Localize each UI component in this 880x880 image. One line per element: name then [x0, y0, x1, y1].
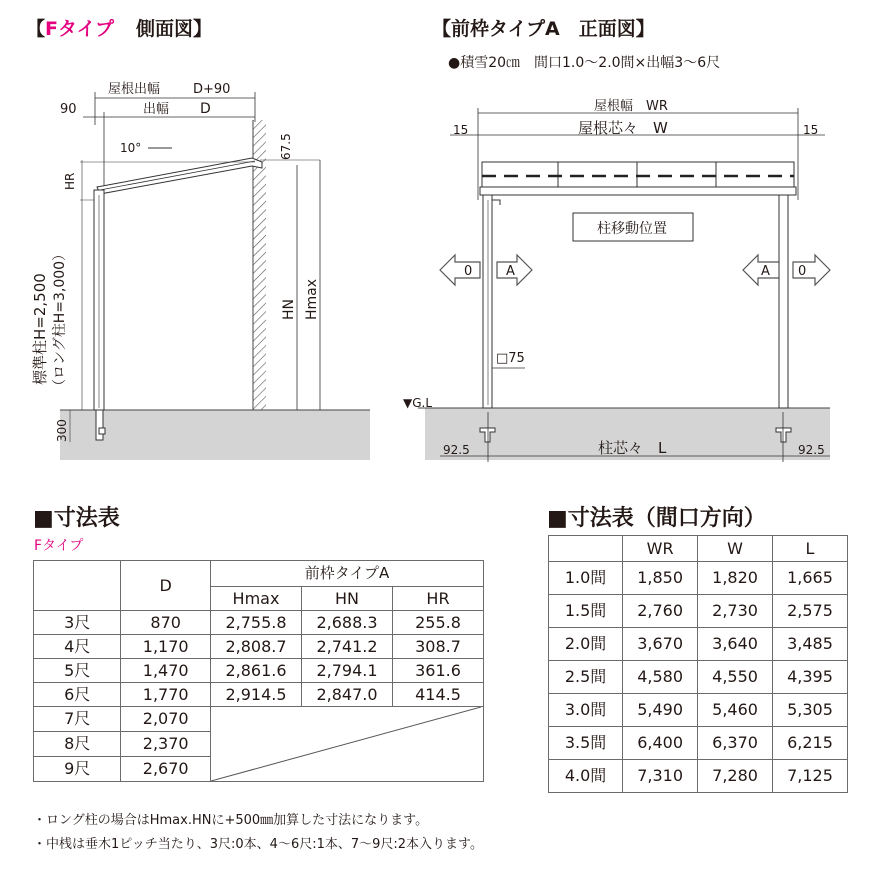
text-HR: HR	[63, 172, 77, 190]
text-A-right: A	[761, 264, 770, 279]
row-hr: 361.6	[392, 659, 483, 683]
row-hr: 255.8	[392, 611, 483, 635]
table-row	[549, 595, 848, 628]
row-size: 7尺	[34, 707, 121, 732]
text-15-left: 15	[453, 123, 469, 137]
table1-title: ■寸法表	[33, 506, 120, 531]
text-depth: 出幅	[143, 102, 170, 117]
table1-col-hmax: Hmax	[211, 587, 302, 611]
row-wr: 1,850	[623, 562, 698, 595]
row-w: 7,280	[698, 760, 773, 793]
row-size: 8尺	[34, 732, 121, 757]
text-925-right: 92.5	[798, 443, 825, 457]
table-row	[549, 727, 848, 760]
table-row	[34, 635, 484, 659]
row-hn: 2,847.0	[301, 683, 392, 707]
front-view-title: 【前枠タイプA 正面図】	[432, 18, 655, 40]
text-roof-width: 屋根幅 WR	[594, 99, 668, 114]
arrow-left-out	[440, 255, 480, 285]
row-d: 1,770	[121, 683, 211, 707]
text-gl: ▼G.L	[403, 396, 433, 410]
row-l: 7,125	[773, 760, 848, 793]
text-angle: 10°	[120, 141, 142, 155]
row-hr: 308.7	[392, 635, 483, 659]
side-roof-inner	[100, 161, 255, 190]
row-hmax: 2,861.6	[211, 659, 302, 683]
table2-title: ■寸法表（間口方向）	[547, 506, 766, 531]
row-w: 4,550	[698, 661, 773, 694]
row-l: 4,395	[773, 661, 848, 694]
table-row	[549, 628, 848, 661]
text-0-left: 0	[464, 264, 473, 279]
text-move: 柱移動位置	[597, 221, 667, 237]
text-post-std: 標準柱H=2,500	[31, 273, 49, 385]
row-hn: 2,688.3	[301, 611, 392, 635]
text-925-left: 92.5	[443, 443, 470, 457]
text-square: □75	[496, 351, 525, 366]
table1-col-D: D	[121, 561, 211, 611]
row-d: 1,470	[121, 659, 211, 683]
row-l: 1,665	[773, 562, 848, 595]
row-l: 5,305	[773, 694, 848, 727]
text-A-left: A	[506, 264, 515, 279]
table-row	[34, 659, 484, 683]
row-d: 870	[121, 611, 211, 635]
row-w: 1,820	[698, 562, 773, 595]
front-post-right	[779, 195, 788, 408]
row-wr: 2,760	[623, 595, 698, 628]
side-diagram	[0, 70, 400, 470]
text-15-right: 15	[803, 123, 819, 137]
row-size: 1.0間	[549, 562, 623, 595]
row-size: 3尺	[34, 611, 121, 635]
table1-corner	[34, 561, 121, 611]
side-title-bracket: 【	[26, 18, 46, 40]
row-size: 3.0間	[549, 694, 623, 727]
text-D: D	[200, 101, 211, 117]
table1-na-cell	[211, 707, 484, 782]
row-hn: 2,794.1	[301, 659, 392, 683]
table1-col-hr: HR	[392, 587, 483, 611]
text-post-center: 柱芯々 L	[598, 439, 667, 457]
row-size: 9尺	[34, 757, 121, 782]
text-roof-center: 屋根芯々 W	[578, 119, 668, 137]
front-beam	[480, 187, 796, 195]
row-size: 6尺	[34, 683, 121, 707]
text-post-long: （ロング柱H=3,000）	[52, 246, 68, 393]
row-hr: 414.5	[392, 683, 483, 707]
text-0-right: 0	[798, 264, 807, 279]
text-675: 67.5	[279, 133, 293, 160]
text-90: 90	[60, 102, 77, 117]
side-title-type: Fタイプ	[45, 18, 115, 40]
row-wr: 3,670	[623, 628, 698, 661]
table1-subtitle: Fタイプ	[34, 538, 84, 554]
side-roof	[97, 158, 262, 194]
text-Hmax: Hmax	[304, 278, 320, 320]
row-size: 5尺	[34, 659, 121, 683]
row-d: 2,670	[121, 757, 211, 782]
text-HN: HN	[281, 299, 297, 320]
post-bracket	[492, 200, 500, 205]
row-hn: 2,741.2	[301, 635, 392, 659]
na-diagonal	[211, 707, 481, 781]
table-row	[549, 661, 848, 694]
row-l: 2,575	[773, 595, 848, 628]
text-roof-overhang-val: D+90	[193, 82, 231, 97]
table-row	[549, 694, 848, 727]
row-d: 2,070	[121, 707, 211, 732]
table2-col-w: W	[698, 536, 773, 562]
row-w: 2,730	[698, 595, 773, 628]
table2-corner	[549, 536, 623, 562]
row-wr: 5,490	[623, 694, 698, 727]
table2-col-l: L	[773, 536, 848, 562]
text-roof-overhang: 屋根出幅	[108, 82, 161, 97]
row-hmax: 2,755.8	[211, 611, 302, 635]
row-hmax: 2,808.7	[211, 635, 302, 659]
table-row	[549, 562, 848, 595]
row-size: 3.5間	[549, 727, 623, 760]
side-post-footing	[96, 410, 103, 440]
row-wr: 7,310	[623, 760, 698, 793]
row-size: 4尺	[34, 635, 121, 659]
row-hmax: 2,914.5	[211, 683, 302, 707]
front-view-subtitle: ●積雪20㎝ 間口1.0～2.0間×出幅3～6尺	[448, 55, 721, 71]
note-1: ・ロング柱の場合はHmax.HNに+500㎜加算した寸法になります。	[33, 813, 429, 828]
table1-col-hn: HN	[301, 587, 392, 611]
row-d: 2,370	[121, 732, 211, 757]
row-size: 4.0間	[549, 760, 623, 793]
text-300: 300	[55, 419, 69, 442]
table-row	[34, 707, 484, 732]
side-post-anchor	[99, 428, 105, 434]
row-l: 6,215	[773, 727, 848, 760]
row-size: 2.5間	[549, 661, 623, 694]
row-wr: 4,580	[623, 661, 698, 694]
row-w: 3,640	[698, 628, 773, 661]
side-ground	[60, 410, 370, 460]
row-d: 1,170	[121, 635, 211, 659]
table-row	[34, 683, 484, 707]
row-w: 6,370	[698, 727, 773, 760]
side-title-view: 側面図】	[136, 18, 213, 40]
note-2: ・中桟は垂木1ピッチ当たり、3尺:0本、4～6尺:1本、7～9尺:2本入ります。	[33, 837, 484, 852]
row-wr: 6,400	[623, 727, 698, 760]
table-row	[34, 611, 484, 635]
row-w: 5,460	[698, 694, 773, 727]
table1	[33, 560, 484, 782]
table-row	[549, 760, 848, 793]
row-size: 2.0間	[549, 628, 623, 661]
side-view-title	[26, 14, 212, 41]
table2-col-wr: WR	[623, 536, 698, 562]
na-diagonal-line	[211, 707, 481, 781]
table2	[548, 535, 848, 793]
front-post-left	[483, 195, 492, 408]
front-diagram	[400, 90, 880, 470]
row-size: 1.5間	[549, 595, 623, 628]
row-l: 3,485	[773, 628, 848, 661]
table1-group: 前枠タイプA	[211, 561, 484, 587]
